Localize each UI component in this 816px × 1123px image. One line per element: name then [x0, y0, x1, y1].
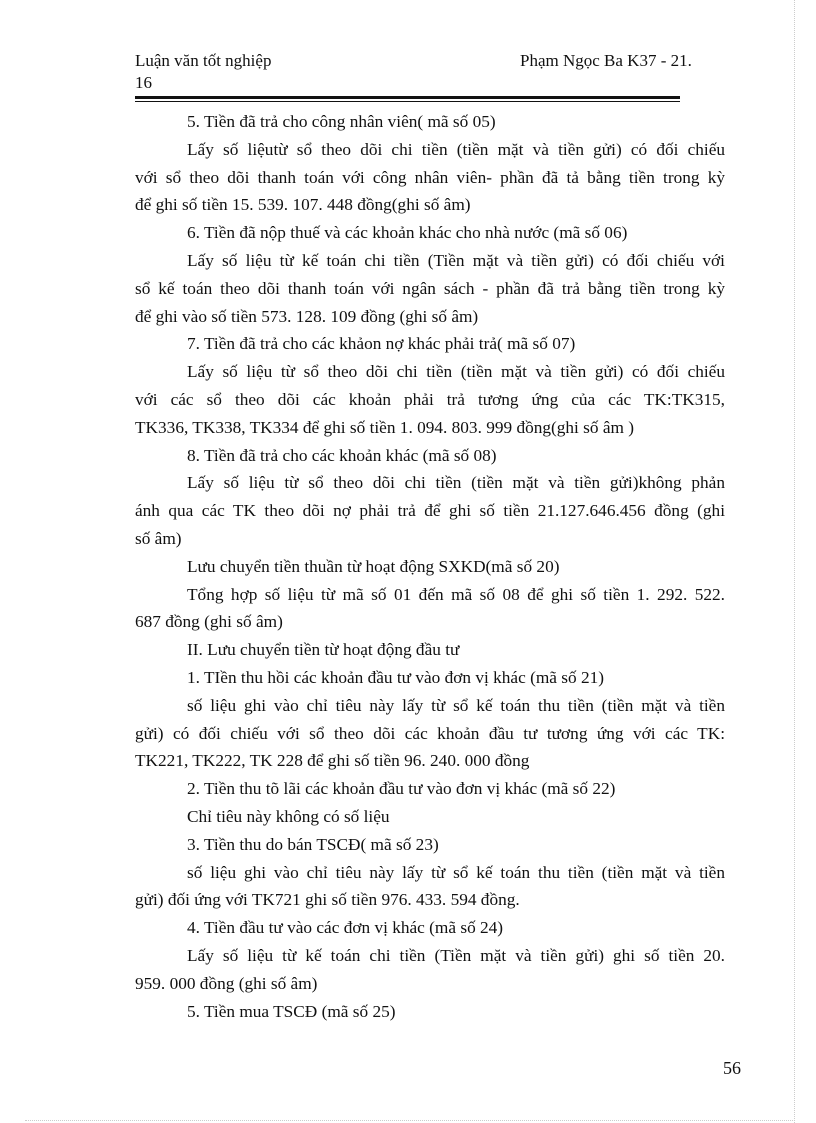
text-line: với sổ theo dõi thanh toán với công nhân viên- phần đã tả bằng tiền trong kỳ — [135, 167, 725, 187]
text-line: 2. Tiền thu tõ lãi các khoản đầu tư vào đơn vị khác (mã số 22) — [187, 779, 616, 799]
text-line: số liệu ghi vào chỉ tiêu này lấy từ sổ kế toán thu tiền (tiền mặt và tiền — [187, 862, 725, 882]
header-author: Phạm Ngọc Ba K37 - 21. — [520, 51, 692, 70]
text-line: Lấy số liệu từ kế toán chi tiền (Tiền mặt và tiền gửi) ghi số tiền 20. — [187, 945, 725, 965]
text-line: số liệu ghi vào chỉ tiêu này lấy từ sổ kế toán thu tiền (tiền mặt và tiền — [187, 695, 725, 715]
text-line: 959. 000 đồng (ghi số âm) — [135, 973, 318, 993]
thesis-label: Luận văn tốt nghiệp — [135, 51, 272, 70]
text-line: Lưu chuyển tiền thuần từ hoạt động SXKD(mã số 20) — [187, 556, 560, 576]
text-line: 1. TIền thu hồi các khoản đầu tư vào đơn vị khác (mã số 21) — [187, 667, 604, 687]
text-line: Lấy số liệu từ sổ theo dõi chi tiền (tiền mặt và tiền gửi) có đối chiếu — [187, 362, 725, 382]
header-page-ref: 16 — [135, 73, 152, 92]
text-line: để ghi vào số tiền 573. 128. 109 đồng (ghi số âm) — [135, 306, 479, 326]
header-rule-thin — [135, 101, 680, 102]
body-text — [135, 108, 725, 1025]
page-number: 56 — [723, 1058, 741, 1078]
text-line: 7. Tiền đã trả cho các khảon nợ khác phải trả( mã số 07) — [187, 334, 576, 354]
text-line: Chỉ tiêu này không có số liệu — [187, 806, 390, 826]
text-line: TK221, TK222, TK 228 để ghi số tiền 96. 240. 000 đồng — [135, 751, 530, 771]
text-line: 8. Tiền đã trả cho các khoản khác (mã số 08) — [187, 445, 497, 465]
text-line: gửi) có đối chiếu với sổ theo dõi các khoản đầu tư tương ứng với các TK: — [135, 723, 725, 743]
text-line: Lấy số liệu từ kế toán chi tiền (Tiền mặt và tiền gửi) có đối chiếu với — [187, 250, 725, 270]
text-line: 687 đồng (ghi số âm) — [135, 612, 283, 632]
text-line: với các sổ theo dõi các khoản phải trả tương ứng của các TK:TK315, — [135, 389, 725, 409]
text-line: II. Lưu chuyển tiền từ hoạt động đầu tư — [187, 640, 460, 660]
text-line: gửi) đối ứng với TK721 ghi số tiền 976. 433. 594 đồng. — [135, 890, 520, 910]
text-line: 4. Tiền đầu tư vào các đơn vị khác (mã số 24) — [187, 918, 504, 938]
text-line: để ghi số tiền 15. 539. 107. 448 đồng(ghi số âm) — [135, 195, 471, 215]
text-line: 3. Tiền thu do bán TSCĐ( mã số 23) — [187, 834, 439, 854]
page-edge-bottom — [25, 1120, 795, 1121]
text-line: Lấy số liệu từ sổ theo dõi chi tiền (tiền mặt và tiền gửi)không phản — [187, 473, 725, 493]
text-line: 6. Tiền đã nộp thuế và các khoản khác cho nhà nước (mã số 06) — [187, 223, 628, 243]
text-line: Lấy số liệutừ sổ theo dõi chi tiền (tiền mặt và tiền gửi) có đối chiếu — [187, 139, 725, 159]
text-line: TK336, TK338, TK334 để ghi số tiền 1. 094. 803. 999 đồng(ghi số âm ) — [135, 417, 635, 437]
text-line: Tổng hợp số liệu từ mã số 01 đến mã số 08 để ghi số tiền 1. 292. 522. — [187, 584, 725, 604]
text-line: ánh qua các TK theo dõi nợ phải trả để ghi số tiền 21.127.646.456 đồng (ghi — [135, 501, 725, 521]
header-left — [135, 50, 271, 94]
text-line: 5. Tiền mua TSCĐ (mã số 25) — [187, 1001, 396, 1021]
page-edge-right — [794, 0, 795, 1123]
text-line: số âm) — [135, 528, 182, 548]
header-rule-thick — [135, 96, 680, 99]
text-line: 5. Tiền đã trả cho công nhân viên( mã số 05) — [187, 112, 496, 131]
text-line: sổ kế toán theo dõi thanh toán với ngân sách - phần đã trả bằng tiền trong kỳ — [135, 278, 725, 298]
